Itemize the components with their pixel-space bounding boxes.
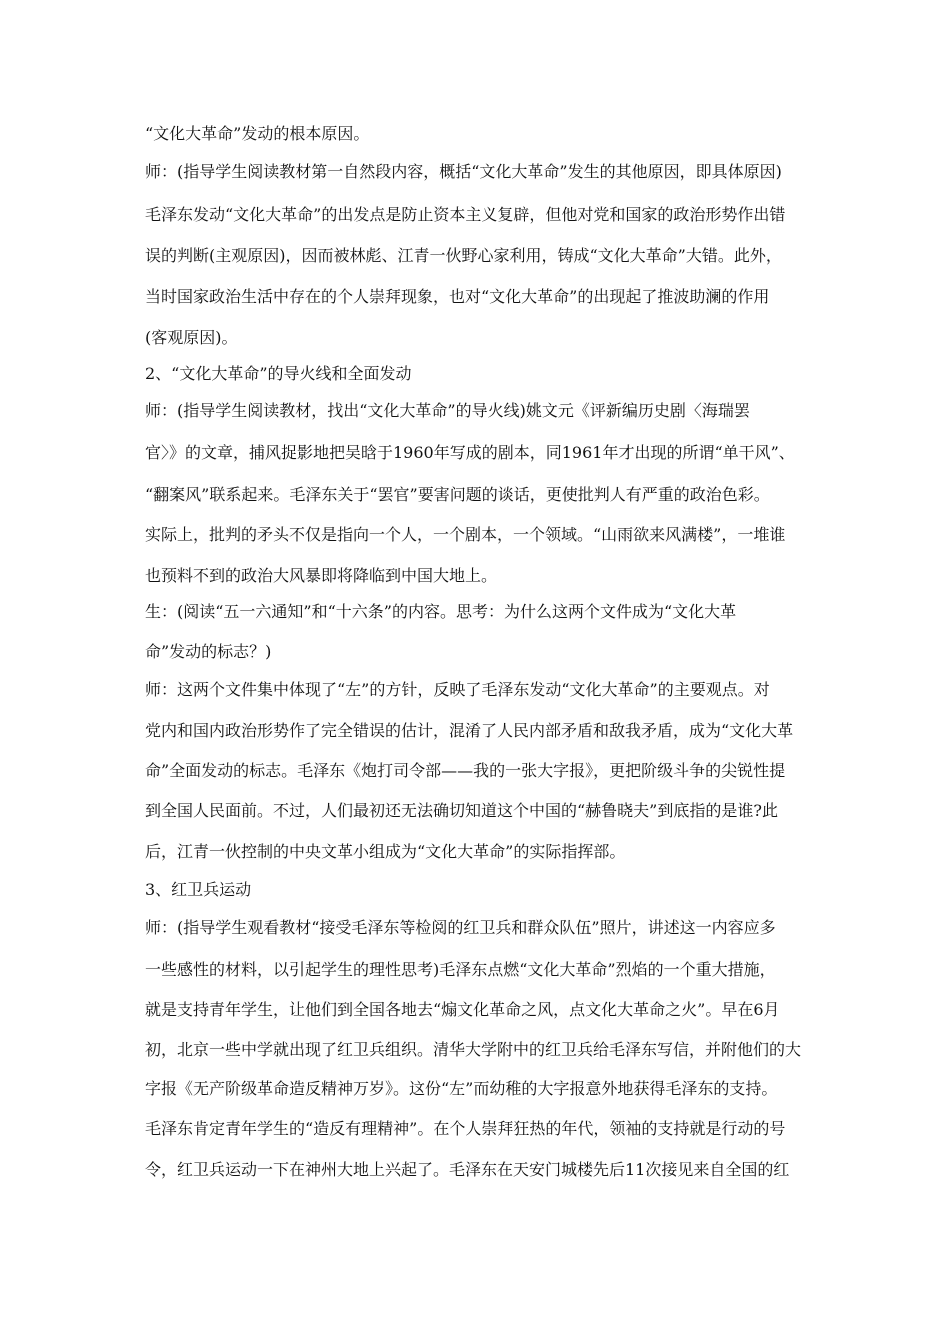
text-line: 初，北京一些中学就出现了红卫兵组织。清华大学附中的红卫兵给毛泽东写信，并附他们的大 (145, 1040, 802, 1059)
text-line: 后，江青一伙控制的中央文革小组成为“文化大革命”的实际指挥部。 (145, 842, 626, 861)
text-line: 命”发动的标志？) (145, 642, 272, 661)
text-line: 就是支持青年学生，让他们到全国各地去“煽文化革命之风，点文化大革命之火”。早在6月 (145, 1000, 780, 1019)
text-line: 也预料不到的政治大风暴即将降临到中国大地上。 (145, 566, 498, 585)
text-line: 师：(指导学生阅读教材第一自然段内容，概括“文化大革命”发生的其他原因，即具体原因) (145, 162, 782, 181)
text-line: “翻案风”联系起来。毛泽东关于“罢官”要害问题的谈话，更使批判人有严重的政治色彩。 (145, 485, 770, 504)
text-line: 官〉》的文章，捕风捉影地把吴晗于1960年写成的剧本，同1961年才出现的所谓“单干风”、 (145, 443, 795, 462)
text-line: 令，红卫兵运动一下在神州大地上兴起了。毛泽东在天安门城楼先后11次接见来自全国的红 (145, 1160, 790, 1179)
text-line: 师：(指导学生阅读教材，找出“文化大革命”的导火线)姚文元《评新编历史剧〈海瑞罢 (145, 401, 750, 420)
text-line: 师：这两个文件集中体现了“左”的方针，反映了毛泽东发动“文化大革命”的主要观点。对 (145, 680, 770, 699)
text-line: 一些感性的材料，以引起学生的理性思考)毛泽东点燃“文化大革命”烈焰的一个重大措施， (145, 960, 776, 979)
text-line: 命”全面发动的标志。毛泽东《炮打司令部——我的一张大字报》，更把阶级斗争的尖锐性提 (145, 761, 786, 780)
text-line: “文化大革命”发动的根本原因。 (145, 124, 370, 143)
text-line: 当时国家政治生活中存在的个人崇拜现象，也对“文化大革命”的出现起了推波助澜的作用 (145, 287, 770, 306)
text-line: (客观原因)。 (145, 328, 238, 347)
text-line: 党内和国内政治形势作了完全错误的估计，混淆了人民内部矛盾和敌我矛盾，成为“文化大革 (145, 721, 794, 740)
text-line: 生：(阅读“五一六通知”和“十六条”的内容。思考：为什么这两个文件成为“文化大革 (145, 602, 737, 621)
text-line: 毛泽东发动“文化大革命”的出发点是防止资本主义复辟，但他对党和国家的政治形势作出错 (145, 205, 786, 224)
text-line: 师：(指导学生观看教材“接受毛泽东等检阅的红卫兵和群众队伍”照片，讲述这一内容应多 (145, 918, 776, 937)
text-line: 毛泽东肯定青年学生的“造反有理精神”。在个人崇拜狂热的年代，领袖的支持就是行动的号 (145, 1119, 786, 1138)
text-line: 到全国人民面前。不过，人们最初还无法确切知道这个中国的“赫鲁晓夫”到底指的是谁?此 (145, 801, 778, 820)
text-line: 误的判断(主观原因)，因而被林彪、江青一伙野心家利用，铸成“文化大革命”大错。此外， (145, 246, 782, 265)
section-heading: 2、“文化大革命”的导火线和全面发动 (145, 364, 412, 383)
text-line: 实际上，批判的矛头不仅是指向一个人，一个剧本，一个领域。“山雨欲来风满楼”，一堆谁 (145, 525, 786, 544)
section-heading: 3、红卫兵运动 (145, 880, 252, 899)
text-line: 字报《无产阶级革命造反精神万岁》。这份“左”而幼稚的大字报意外地获得毛泽东的支持。 (145, 1079, 778, 1098)
